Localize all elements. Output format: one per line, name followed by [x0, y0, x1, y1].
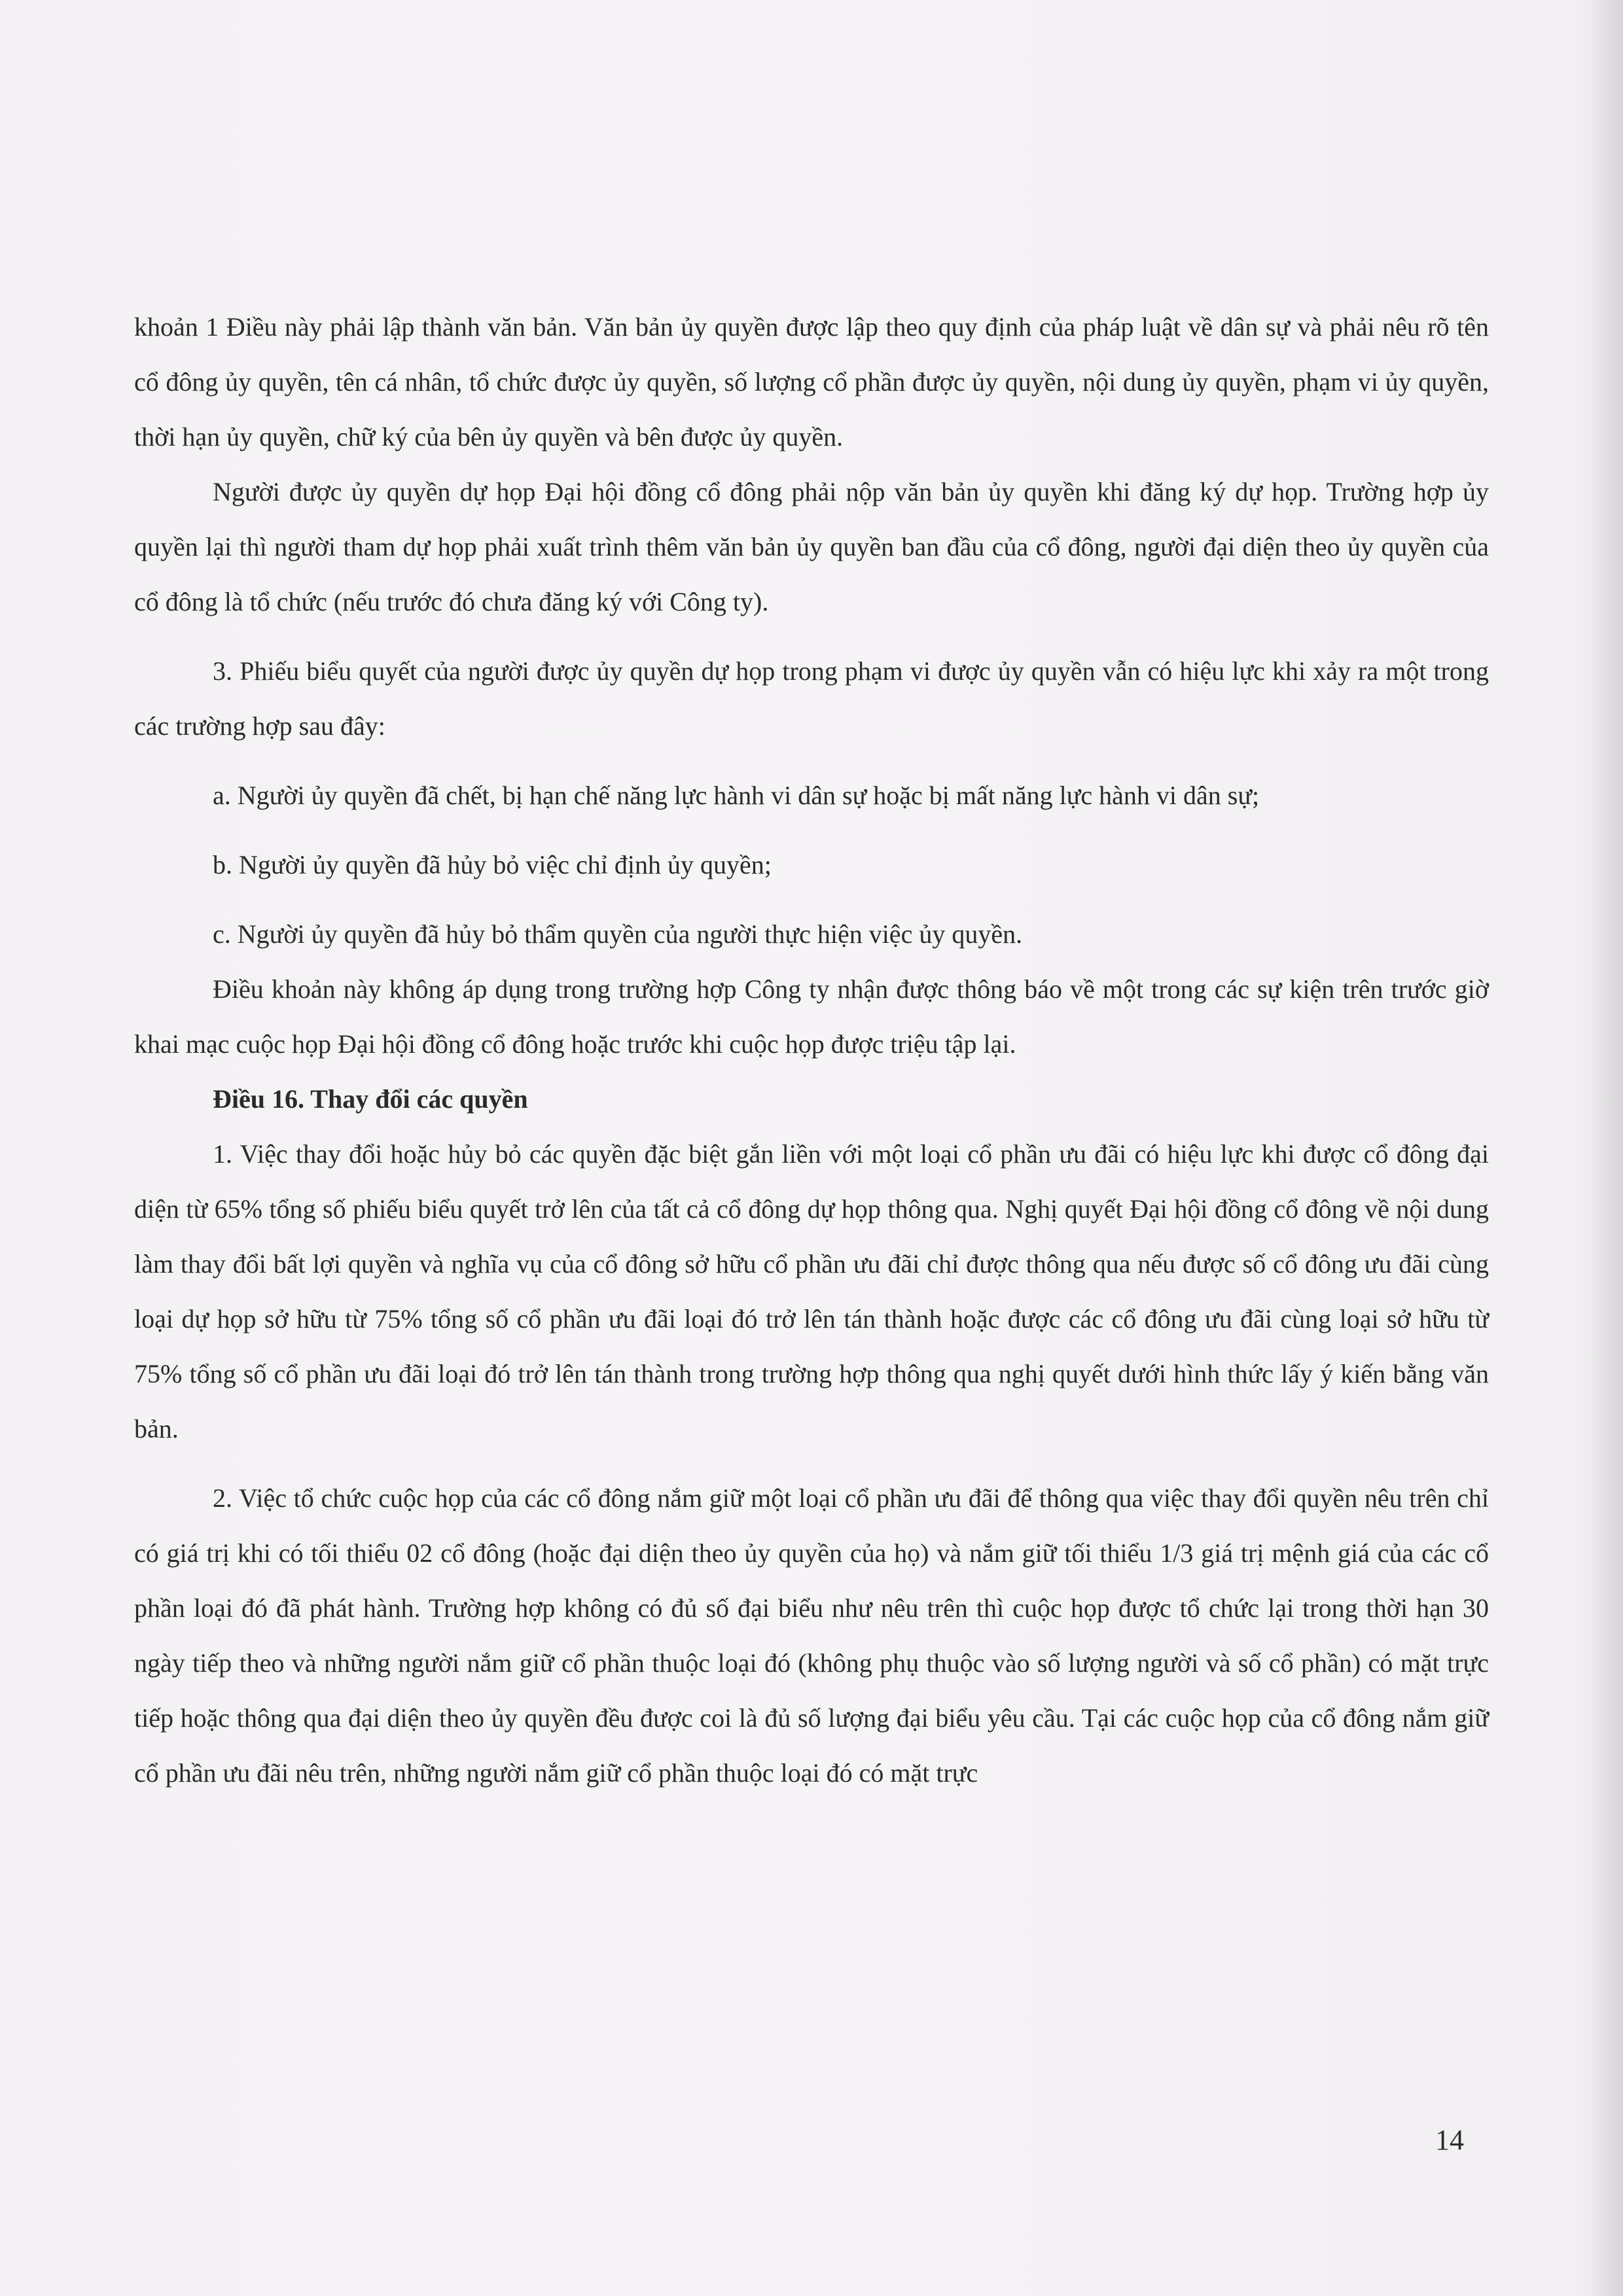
article-16-heading: Điều 16. Thay đổi các quyền [213, 1084, 528, 1114]
paragraph-clause-2: 2. Việc tổ chức cuộc họp của các cổ đông nắm giữ một loại cổ phần ưu đãi để thông qua việc thay đổi quyền nêu trên chỉ có giá trị khi có tối thiểu 02 cổ đông (hoặc đại diện theo ủy quyền của họ) và nắm giữ tối thiểu 1/3 giá trị mệnh giá của các cổ phần loại đó đã phát hành. Trường hợp không có đủ số đại biểu như nêu trên thì cuộc họp được tổ chức lại trong thời hạn 30 ngày tiếp theo và những người nắm giữ cổ phần thuộc loại đó (không phụ thuộc vào số lượng người và số cổ phần) có mặt trực tiếp hoặc thông qua đại diện theo ủy quyền đều được coi là đủ số lượng đại biểu yêu cầu. Tại các cuộc họp của cổ đông nắm giữ cổ phần ưu đãi nêu trên, những người nắm giữ cổ phần thuộc loại đó có mặt trực [134, 1483, 1489, 1788]
page-number: 14 [1435, 2124, 1464, 2156]
paragraph-clause-1: 1. Việc thay đổi hoặc hủy bỏ các quyền đặc biệt gắn liền với một loại cổ phần ưu đãi có hiệu lực khi được cổ đông đại diện từ 65% tổng số phiếu biểu quyết trở lên của tất cả cổ đông dự họp thông qua. Nghị quyết Đại hội đồng cổ đông về nội dung làm thay đổi bất lợi quyền và nghĩa vụ của cổ đông sở hữu cổ phần ưu đãi chỉ được thông qua nếu được số cổ đông ưu đãi cùng loại dự họp sở hữu từ 75% tổng số cổ phần ưu đãi loại đó trở lên tán thành hoặc được các cổ đông ưu đãi cùng loại sở hữu từ 75% tổng số cổ phần ưu đãi loại đó trở lên tán thành trong trường hợp thông qua nghị quyết dưới hình thức lấy ý kiến bằng văn bản. [134, 1139, 1489, 1443]
document-body [134, 300, 1489, 1801]
list-item-a: a. Người ủy quyền đã chết, bị hạn chế năng lực hành vi dân sự hoặc bị mất năng lực hành vi dân sự; [213, 781, 1260, 810]
list-item-c: c. Người ủy quyền đã hủy bỏ thẩm quyền của người thực hiện việc ủy quyền. [213, 919, 1023, 949]
paragraph-exception: Điều khoản này không áp dụng trong trường hợp Công ty nhận được thông báo về một trong các sự kiện trên trước giờ khai mạc cuộc họp Đại hội đồng cổ đông hoặc trước khi cuộc họp được triệu tập lại. [134, 974, 1489, 1059]
list-item-b: b. Người ủy quyền đã hủy bỏ việc chỉ định ủy quyền; [213, 850, 772, 879]
page-edge-shadow [1590, 0, 1623, 2296]
paragraph-proxy-registration: Người được ủy quyền dự họp Đại hội đồng cổ đông phải nộp văn bản ủy quyền khi đăng ký dự họp. Trường hợp ủy quyền lại thì người tham dự họp phải xuất trình thêm văn bản ủy quyền ban đầu của cổ đông, người đại diện theo ủy quyền của cổ đông là tổ chức (nếu trước đó chưa đăng ký với Công ty). [134, 477, 1489, 616]
paragraph-clause-3: 3. Phiếu biểu quyết của người được ủy quyền dự họp trong phạm vi được ủy quyền vẫn có hiệu lực khi xảy ra một trong các trường hợp sau đây: [134, 656, 1489, 741]
paragraph-proxy-document: khoản 1 Điều này phải lập thành văn bản. Văn bản ủy quyền được lập theo quy định của pháp luật về dân sự và phải nêu rõ tên cổ đông ủy quyền, tên cá nhân, tổ chức được ủy quyền, số lượng cổ phần được ủy quyền, nội dung ủy quyền, phạm vi ủy quyền, thời hạn ủy quyền, chữ ký của bên ủy quyền và bên được ủy quyền. [134, 312, 1489, 451]
